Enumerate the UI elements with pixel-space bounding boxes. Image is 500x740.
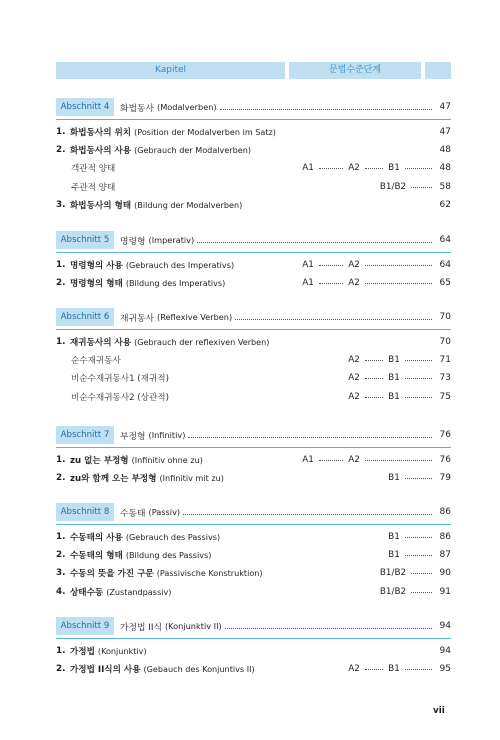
entry-title-de: (Bildung der Modalverben) bbox=[134, 199, 243, 210]
section-header[interactable] bbox=[56, 308, 451, 326]
entry-number: 1. bbox=[56, 646, 66, 656]
entry-page: 79 bbox=[439, 473, 451, 484]
entry-title-ko: 명령형의 사용 bbox=[70, 261, 123, 271]
dot-leader bbox=[220, 109, 432, 110]
section-page: 94 bbox=[439, 621, 451, 631]
section-page: 64 bbox=[439, 235, 451, 245]
entry-title-de: (Gebrauch der reflexiven Verben) bbox=[134, 337, 270, 347]
header-grammar-level: 문법수준단계 bbox=[289, 62, 421, 79]
entry-page: 64 bbox=[439, 260, 451, 270]
entry-number: 2. bbox=[56, 664, 66, 675]
level-b1-b2: B1/B2 bbox=[379, 181, 407, 192]
entry-page: 65 bbox=[439, 278, 451, 289]
entry-page: 87 bbox=[439, 550, 451, 561]
entry-title-ko: 화법동사의 사용 bbox=[70, 146, 132, 157]
dot-leader bbox=[183, 514, 432, 515]
entry-title-ko: 재귀동사의 사용 bbox=[70, 338, 132, 348]
entry-title-ko: 화법동사의 형태 bbox=[70, 200, 132, 211]
dot-leader bbox=[405, 555, 432, 556]
entry-title-ko: 화법동사의 위치 bbox=[70, 128, 132, 138]
dot-leader bbox=[411, 592, 432, 593]
entry-title-ko: zu 없는 부정형 bbox=[70, 456, 129, 466]
toc-entry[interactable] bbox=[56, 335, 451, 349]
level-b1: B1 bbox=[388, 391, 400, 402]
dot-leader bbox=[405, 478, 432, 479]
section-title-ko: 가정법 II식 bbox=[120, 622, 162, 633]
entry-page: 71 bbox=[439, 355, 451, 366]
level-b1: B1 bbox=[388, 163, 400, 174]
entry-title-de: (Gebrauch des Passivs) bbox=[125, 532, 221, 542]
entry-page: 91 bbox=[439, 586, 451, 597]
entry-number: 1. bbox=[56, 455, 66, 465]
entry-page: 70 bbox=[439, 337, 451, 347]
entry-title-de: (Bildung des Imperativs) bbox=[125, 278, 226, 289]
entry-page: 94 bbox=[439, 646, 451, 656]
section-title-de: (Konjunktiv II) bbox=[164, 621, 222, 631]
entry-title-ko: 순수재귀동사 bbox=[71, 356, 121, 367]
section-title-de: (Imperativ) bbox=[148, 235, 195, 245]
section-title bbox=[120, 231, 451, 249]
entry-page: 48 bbox=[439, 145, 451, 156]
section-header[interactable] bbox=[56, 426, 451, 444]
entry-page: 75 bbox=[439, 391, 451, 402]
section-badge: Abschnitt 7 bbox=[56, 426, 114, 444]
section-badge: Abschnitt 4 bbox=[56, 98, 114, 116]
level-a2: A2 bbox=[348, 278, 360, 289]
entry-page: 90 bbox=[439, 568, 451, 579]
level-b1-b2: B1/B2 bbox=[379, 586, 407, 597]
entry-title-de: (Gebrauch des Imperativs) bbox=[125, 260, 235, 270]
entry-title-de: (Zustandpassiv) bbox=[106, 586, 172, 597]
section-title bbox=[120, 503, 451, 521]
dot-leader bbox=[365, 460, 432, 461]
section-title-ko: 화법동사 bbox=[120, 103, 154, 114]
entry-number: 3. bbox=[56, 199, 66, 210]
section-title-ko: 재귀동사 bbox=[120, 313, 154, 324]
level-a2: A2 bbox=[348, 391, 360, 402]
page-number: vii bbox=[433, 706, 445, 716]
dot-leader bbox=[365, 283, 432, 284]
entry-number: 2. bbox=[56, 278, 66, 289]
section-title bbox=[120, 426, 451, 444]
dot-leader bbox=[405, 397, 432, 398]
entry-page: 48 bbox=[439, 163, 451, 174]
entry-title-ko: 수동태의 사용 bbox=[70, 533, 123, 543]
section-page: 76 bbox=[439, 430, 451, 440]
toc-header bbox=[56, 62, 451, 79]
entry-title-de: (Gebrauch der Modalverben) bbox=[134, 145, 252, 156]
entry-page: 62 bbox=[439, 199, 451, 210]
entry-title-ko: 가정법 II식의 사용 bbox=[70, 665, 141, 676]
dot-leader bbox=[405, 537, 432, 538]
entry-number: 2. bbox=[56, 550, 66, 561]
section-header[interactable] bbox=[56, 98, 451, 116]
entry-page: 76 bbox=[439, 455, 451, 465]
section-title-ko: 수동태 bbox=[120, 508, 146, 519]
section-title bbox=[120, 308, 451, 326]
level-a1: A1 bbox=[302, 278, 314, 289]
section-title bbox=[120, 617, 451, 635]
section-badge: Abschnitt 6 bbox=[56, 308, 114, 326]
dot-leader bbox=[188, 437, 432, 438]
entry-title-ko: 상태수동 bbox=[70, 587, 104, 598]
section-badge: Abschnitt 8 bbox=[56, 503, 114, 521]
dot-leader bbox=[411, 573, 432, 574]
level-a1: A1 bbox=[302, 260, 314, 270]
level-a2: A2 bbox=[348, 373, 360, 384]
level-a2: A2 bbox=[348, 260, 360, 270]
section-title-de: (Infinitiv) bbox=[148, 430, 186, 440]
entry-title-ko: zu와 함께 오는 부정형 bbox=[70, 474, 157, 485]
entry-page: 58 bbox=[439, 181, 451, 192]
entry-page: 86 bbox=[439, 532, 451, 542]
entry-number: 3. bbox=[56, 568, 66, 579]
entry-number: 2. bbox=[56, 473, 66, 484]
level-b1: B1 bbox=[388, 373, 400, 384]
section-title-de: (Passiv) bbox=[148, 507, 181, 517]
level-a2: A2 bbox=[348, 355, 360, 366]
section-badge: Abschnitt 5 bbox=[56, 231, 114, 249]
section-title bbox=[120, 98, 451, 116]
section-page: 70 bbox=[439, 312, 451, 322]
level-b1: B1 bbox=[388, 532, 400, 542]
dot-leader bbox=[235, 319, 432, 320]
entry-title-ko: 비순수재귀동사1 (재귀적) bbox=[71, 374, 169, 385]
entry-number: 4. bbox=[56, 586, 66, 597]
entry-page: 95 bbox=[439, 664, 451, 675]
entry-page: 47 bbox=[439, 127, 451, 137]
toc-entry[interactable] bbox=[56, 198, 451, 212]
toc-entry[interactable] bbox=[56, 143, 451, 157]
entry-title-de: (Konjunktiv) bbox=[97, 646, 147, 656]
header-kapitel: Kapitel bbox=[56, 62, 285, 79]
entry-number: 1. bbox=[56, 260, 66, 270]
section-header[interactable] bbox=[56, 231, 451, 249]
dot-leader bbox=[365, 397, 383, 398]
entry-page: 73 bbox=[439, 373, 451, 384]
level-a1: A1 bbox=[302, 455, 314, 465]
level-b1: B1 bbox=[388, 473, 400, 484]
entry-number: 1. bbox=[56, 127, 66, 137]
entry-title-de: (Bildung des Passivs) bbox=[125, 550, 212, 561]
level-a1: A1 bbox=[302, 163, 314, 174]
dot-leader bbox=[319, 168, 343, 169]
dot-leader bbox=[365, 378, 383, 379]
dot-leader bbox=[411, 187, 432, 188]
dot-leader bbox=[365, 669, 383, 670]
section-title-ko: 부정형 bbox=[120, 431, 146, 442]
entry-title-de: (Infinitiv mit zu) bbox=[159, 473, 224, 484]
section-title-ko: 명령형 bbox=[120, 236, 146, 247]
section-header[interactable] bbox=[56, 503, 451, 521]
section-page: 86 bbox=[439, 507, 451, 517]
header-extra bbox=[425, 62, 451, 79]
entry-number: 2. bbox=[56, 145, 66, 156]
toc-entry[interactable] bbox=[56, 644, 451, 658]
entry-title-de: (Position der Modalverben im Satz) bbox=[134, 127, 276, 137]
entry-title-ko: 수동태의 형태 bbox=[70, 551, 123, 562]
dot-leader bbox=[405, 378, 432, 379]
section-title-de: (Reflexive Verben) bbox=[157, 312, 233, 322]
section-page: 47 bbox=[439, 102, 451, 112]
toc-entry[interactable] bbox=[56, 125, 451, 139]
entry-title-de: (Infinitiv ohne zu) bbox=[131, 455, 203, 465]
entry-title-de: (Gebauch des Konjuntivs II) bbox=[143, 664, 255, 675]
dot-leader bbox=[225, 628, 432, 629]
entry-title-ko: 주관적 양태 bbox=[71, 182, 116, 193]
section-badge: Abschnitt 9 bbox=[56, 617, 114, 635]
dot-leader bbox=[365, 265, 432, 266]
dot-leader bbox=[365, 168, 383, 169]
dot-leader bbox=[405, 168, 432, 169]
entry-number: 1. bbox=[56, 532, 66, 542]
level-b1: B1 bbox=[388, 664, 400, 675]
entry-title-ko: 수동의 뜻을 가진 구문 bbox=[70, 569, 154, 580]
level-a2: A2 bbox=[348, 163, 360, 174]
dot-leader bbox=[197, 242, 432, 243]
entry-title-ko: 가정법 bbox=[70, 647, 95, 657]
entry-title-de: (Passivische Konstruktion) bbox=[156, 568, 263, 579]
level-b1: B1 bbox=[388, 550, 400, 561]
dot-leader bbox=[319, 460, 343, 461]
dot-leader bbox=[405, 669, 432, 670]
dot-leader bbox=[319, 283, 343, 284]
entry-title-ko: 명령형의 형태 bbox=[70, 279, 123, 290]
dot-leader bbox=[365, 360, 383, 361]
level-a2: A2 bbox=[348, 664, 360, 675]
level-b1: B1 bbox=[388, 355, 400, 366]
dot-leader bbox=[405, 360, 432, 361]
level-b1-b2: B1/B2 bbox=[379, 568, 407, 579]
level-a2: A2 bbox=[348, 455, 360, 465]
entry-title-ko: 비순수재귀동사2 (상관적) bbox=[71, 392, 169, 403]
dot-leader bbox=[319, 265, 343, 266]
entry-title-ko: 객관적 양태 bbox=[71, 164, 116, 175]
section-header[interactable] bbox=[56, 617, 451, 635]
section-title-de: (Modalverben) bbox=[157, 102, 217, 112]
entry-number: 1. bbox=[56, 337, 66, 347]
